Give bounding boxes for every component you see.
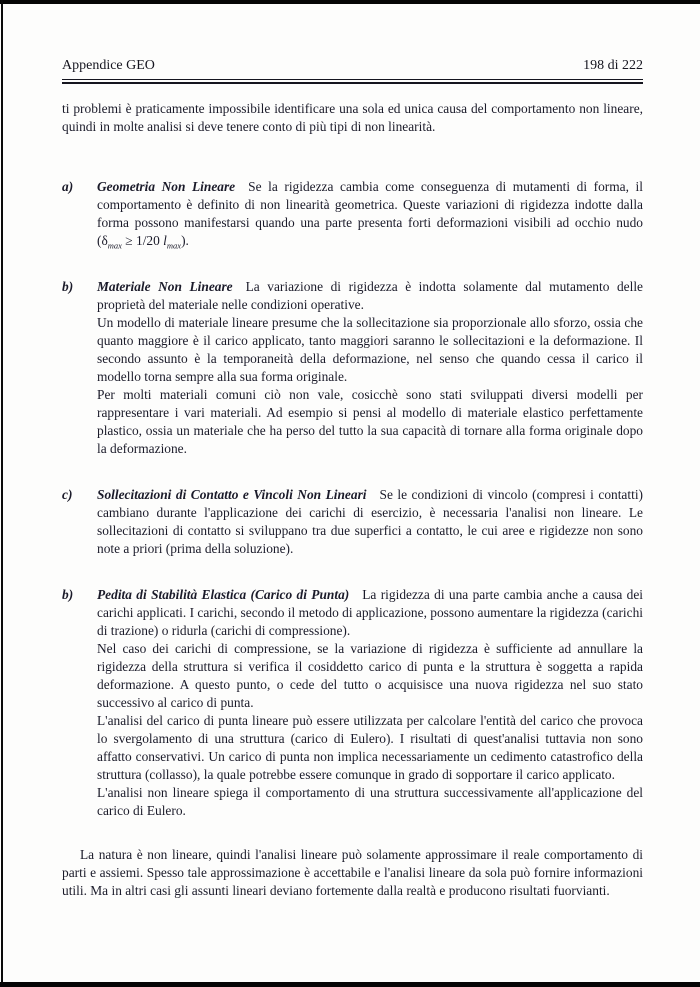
item-paragraph: L'analisi non lineare spiega il comportamento di una struttura successivamente all'applicazione del carico di Eulero. [97,785,643,818]
item-paragraph: Se la rigidezza cambia come conseguenza di mutamenti di forma, il comportamento è definito di non linearità geometrica. Queste variazioni di rigidezza indotte dalla forma possono manifestarsi quando una parte presenta forti deformazioni visibili ad occhio nudo ( [97,179,643,248]
item-body [97,486,643,558]
item-paragraph-text: La variazione di rigidezza è indotta solamente dal mutamento delle proprietà del materiale nelle condizioni operative. [97,279,643,312]
item-label: a) [62,179,74,194]
inline-formula [101,233,182,251]
item-label: b) [62,279,74,294]
item-paragraph [97,278,643,314]
item-paragraph-text: La rigidezza di una parte cambia anche a causa dei carichi applicati. I carichi, secondo il metodo di applicazione, possono aumentare la rigidezza (carichi di trazione) o ridurla (carichi di compressione). [97,587,643,638]
item-title: Geometria Non Lineare [97,179,236,194]
header-title: Appendice GEO [62,58,155,73]
item-title: Sollecitazioni di Contatto e Vincoli Non Lineari [97,487,367,502]
closing-paragraph: La natura è non lineare, quindi l'analisi lineare può solamente approssimare il reale comportamento di parti e assiemi. Spesso tale approssimazione è accettabile e l'analisi lineare da sola può fornire informazioni utili. Ma in altri casi gli assunti lineari deviano fortemente dalla realtà e producono risultati fuorvianti. [62,847,643,898]
list-item-b2 [62,586,643,820]
list-item-c [62,486,643,558]
item-paragraph-end: ). [181,233,189,248]
item-paragraph [97,586,643,640]
list-item-b [62,278,643,458]
item-title: Pedita di Stabilità Elastica (Carico di Punta) [97,587,350,602]
item-paragraph: Nel caso dei carichi di compressione, se la variazione di rigidezza è sufficiente ad annullare la rigidezza della struttura si verifica il cosiddetto carico di punta e la struttura è soggetta a rapida deformazione. A questo punto, o cede del tutto o acquisisce una nuova rigidezza nel suo stato successivo al carico di punta. [97,641,643,710]
item-body [97,586,643,820]
item-paragraph: L'analisi del carico di punta lineare può essere utilizzata per calcolare l'entità del carico che provoca lo svergolamento di una struttura (carico di Eulero). I risultati di quest'analisi tuttavia non sono affatto conservativi. Un carico di punta non implica necessariamente un cedimento catastrofico della struttura (collasso), la quale potrebbe essere comunque in grado di sopportare il carico applicato. [97,713,643,782]
header-rule [62,79,643,84]
item-label: c) [62,487,73,502]
formula-delta-symbol: δ [101,233,108,248]
item-paragraph: Per molti materiali comuni ciò non vale, cosicchè sono stati sviluppati diversi modelli per rappresentare i vari materiali. Ad esempio si pensi al modello di materiale elastico perfettamente plastico, ossia un materiale che ha perso del tutto la sua capacità di tornare alla forma originale dopo la deformazione. [97,387,643,456]
formula-subscript: max [107,240,122,251]
item-paragraph [97,486,643,558]
item-paragraph: Un modello di materiale lineare presume che la sollecitazione sia proporzionale allo sforzo, ossia che quanto maggiore è il carico applicato, tanto maggiori saranno le sollecitazioni e la deformazione. Il secondo assunto è la temporaneità della deformazione, nel senso che quando cessa il carico il modello torna sempre alla sua forma originale. [97,315,643,384]
list-item-a [62,178,643,250]
page-header [62,58,643,74]
header-page-number: 198 di 222 [583,58,643,73]
item-title: Materiale Non Lineare [97,279,233,294]
formula-variable: l [163,233,167,248]
item-label: b) [62,587,74,602]
item-body [97,178,643,250]
item-body [97,278,643,458]
formula-subscript: max [166,240,182,251]
intro-paragraph: ti problemi è praticamente impossibile identificare una sola ed unica causa del comportamento non lineare, quindi in molte analisi si deve tenere conto di più tipi di non linearità. [62,101,643,134]
formula-relation: ≥ 1/20 [121,233,164,248]
item-paragraph-text: Se le condizioni di vincolo (compresi i contatti) cambiano durante l'applicazione dei carichi di esercizio, è necessaria l'analisi non lineare. Le sollecitazioni di contatto si sviluppano tra due superfici a contatto, le cui aree e rigidezze non sono note a priori (prima della soluzione). [97,487,643,556]
